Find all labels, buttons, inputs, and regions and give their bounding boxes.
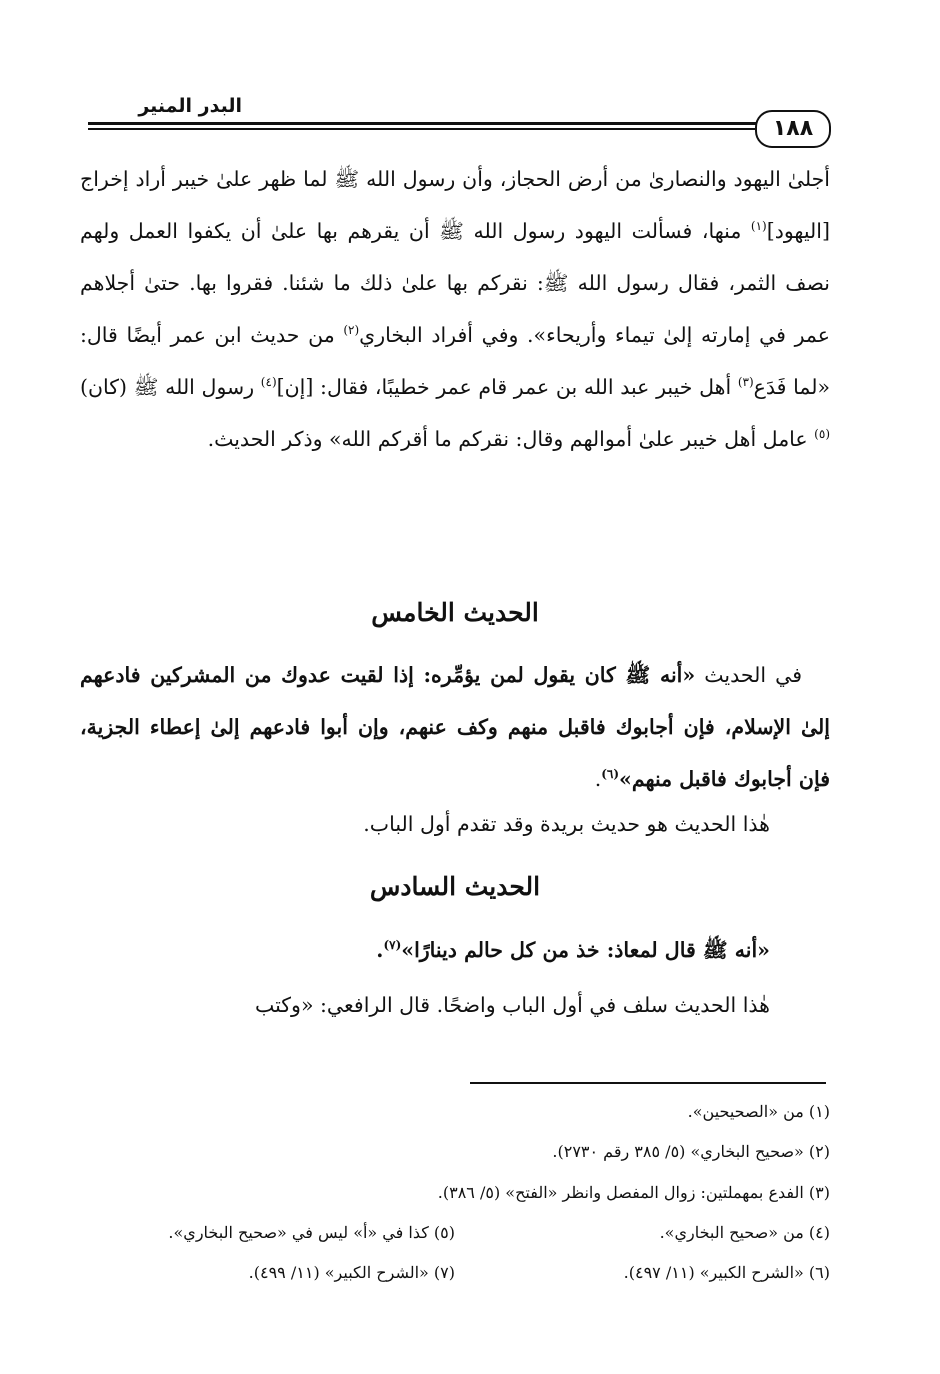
text-segment: أهل خيبر عبد الله بن عمر قام عمر خطيبًا، فقال: [إن]	[276, 375, 738, 399]
text-segment: .	[376, 938, 384, 962]
footnote-5: (٥) كذا في «أ» ليس في «صحيح البخاري».	[168, 1223, 455, 1242]
footnote-ref-2: (٢)	[343, 323, 360, 338]
text-segment: أجلىٰ اليهود والنصارىٰ من أرض الحجاز، وأن رسول الله ﷺ لما ظهر علىٰ خيبر أراد إخراج [اليهود]	[80, 167, 830, 243]
paragraph-sixth-hadith	[80, 924, 830, 976]
hadith-quote: «أنه ﷺ كان يقول لمن يؤمِّره: إذا لقيت عدوك من المشركين فادعهم إلىٰ الإسلام، فإن أجابوك فاقبل منهم وكف عنهم، وإن أبوا فادعهم إلىٰ إعطاء الجزية، فإن أجابوك فاقبل منهم»	[80, 663, 830, 791]
text-segment: .	[594, 767, 602, 791]
paragraph-sixth-commentary: هٰذا الحديث سلف في أول الباب واضحًا. قال الرافعي: «وكتب	[254, 993, 770, 1017]
text-segment: منها، فسألت اليهود رسول الله ﷺ أن يقرهم بها علىٰ أن يكفوا العمل ولهم نصف الثمر، فقال رسول الله ﷺ: نقركم بها علىٰ ذلك ما شئنا. فقروا بها. حتىٰ أجلاهم عمر في إمارته إلىٰ تيماء وأريحاء». وفي أفراد البخاري	[80, 219, 831, 347]
footnote-2: (٢) «صحيح البخاري» (٥/ ٣٨٥ رقم ٢٧٣٠).	[552, 1142, 830, 1161]
footnote-ref-1: (١)	[750, 219, 767, 234]
footnote-ref-5: (٥)	[814, 427, 830, 442]
footnote-separator	[470, 1082, 826, 1084]
hadith-quote: «أنه ﷺ قال لمعاذ: خذ من كل حالم دينارًا»	[401, 938, 770, 962]
header-rule-thick	[88, 122, 826, 125]
running-title: البدر المنير	[138, 95, 242, 117]
page-number: ١٨٨	[755, 110, 831, 148]
text-segment: من حديث ابن عمر أيضًا قال: «لما فَدَع	[80, 323, 830, 399]
footnote-ref-7: (٧)	[383, 938, 402, 953]
text-segment: في الحديث	[695, 663, 802, 687]
paragraph-fifth-commentary: هٰذا الحديث هو حديث بريدة وقد تقدم أول الباب.	[363, 812, 770, 836]
footnote-7: (٧) «الشرح الكبير» (١١/ ٤٩٩).	[248, 1263, 455, 1282]
header-rule-thin	[88, 128, 826, 130]
footnote-ref-4: (٤)	[260, 375, 277, 390]
footnote-ref-6: (٦)	[601, 767, 620, 782]
text-segment: عامل أهل خيبر علىٰ أموالهم وقال: نقركم ما أقركم الله» وذكر الحديث.	[207, 427, 815, 451]
footnote-1: (١) من «الصحيحين».	[687, 1102, 830, 1121]
section-heading-sixth-hadith: الحديث السادس	[369, 872, 541, 901]
footnote-6: (٦) «الشرح الكبير» (١١/ ٤٩٧).	[623, 1263, 830, 1282]
text-segment: رسول الله ﷺ (كان)	[80, 375, 261, 399]
paragraph-fifth-hadith	[80, 649, 830, 805]
page-header	[0, 0, 940, 150]
footnote-4: (٤) من «صحيح البخاري».	[659, 1223, 830, 1242]
section-heading-fifth-hadith: الحديث الخامس	[371, 598, 539, 627]
footnote-ref-3: (٣)	[737, 375, 754, 390]
footnote-3: (٣) الفدع بمهملتين: زوال المفصل وانظر «الفتح» (٥/ ٣٨٦).	[437, 1183, 830, 1202]
paragraph-intro	[80, 153, 830, 465]
